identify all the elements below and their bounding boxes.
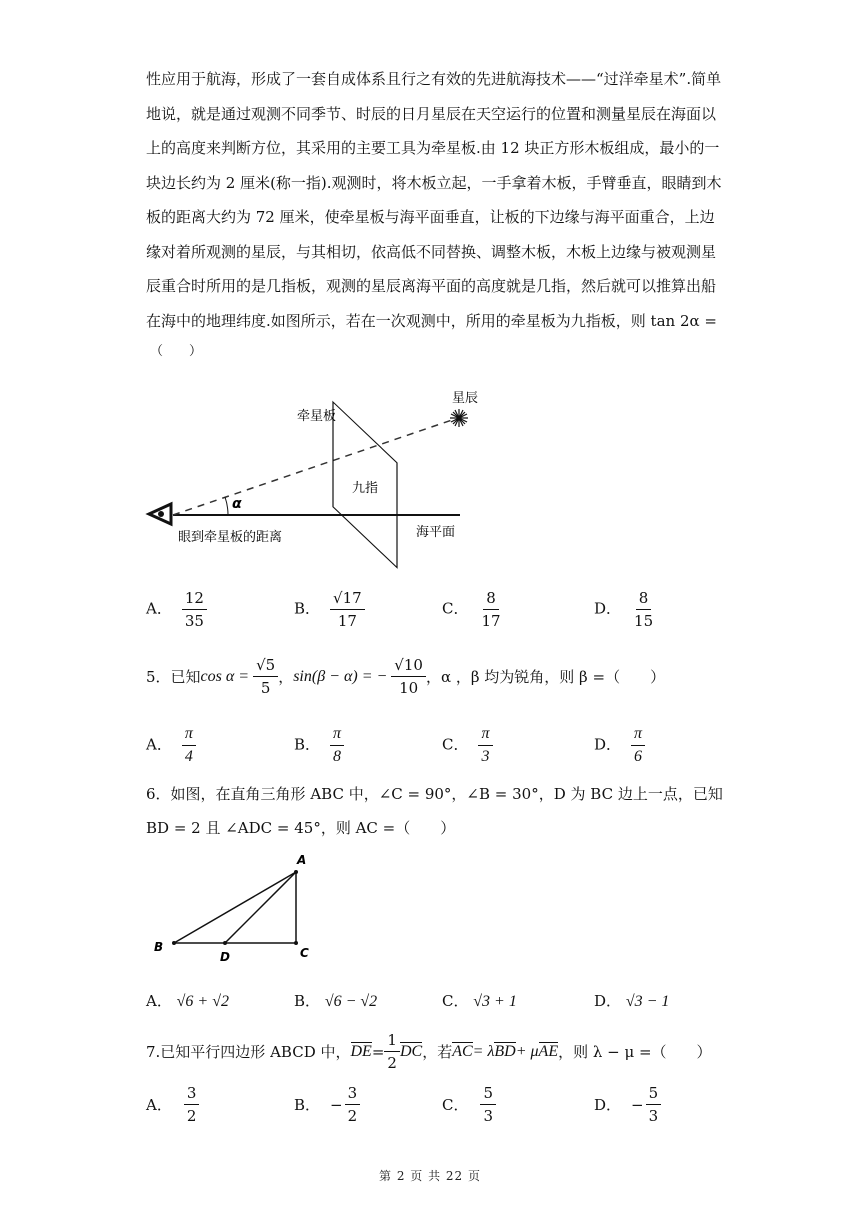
q5-option-a[interactable]: A． $\frac{\pi}{4}$ (146, 724, 196, 767)
intro-paragraph (146, 62, 721, 338)
triangle-figure (0, 850, 860, 970)
vector-ae: AE (538, 1043, 559, 1060)
q4-option-a[interactable]: A． $\frac{12}{35}$ (146, 588, 207, 631)
star-board-figure (0, 380, 860, 580)
alpha-arc (225, 497, 228, 515)
vector-ac: AC (452, 1043, 473, 1060)
nine-finger-label: 九指 (352, 481, 379, 496)
q6-option-a[interactable]: A． √6 + √2 (146, 992, 229, 1010)
eye-distance-label: 眼到牵星板的距离 (178, 530, 283, 545)
sea-level-label: 海平面 (416, 525, 456, 540)
intro-line: 上的高度来判断方位，其采用的主要工具为牵星板.由 12 块正方形木板组成，最小的一 (146, 139, 720, 157)
vertex-d: D (220, 950, 230, 964)
q5-option-c[interactable]: C． $\frac{\pi}{3}$ (442, 724, 493, 767)
intro-line: 在海中的地理纬度.如图所示，若在一次观测中，所用的牵星板为九指板，则 tan 2α = (146, 311, 717, 330)
question-6-line1: 6．如图，在直角三角形 ABC 中，∠C = 90°，∠B = 30°，D 为 BC 边上一点，已知 (146, 785, 723, 803)
q6-option-d[interactable]: D． √3 − 1 (594, 992, 670, 1010)
question-6-line2: BD = 2 且 ∠ADC = 45°，则 AC =（ ） (146, 819, 456, 837)
q4-option-b[interactable]: B． $\frac{√17}{17}$ (294, 588, 365, 631)
intro-line: 缘对着所观测的星辰，与其相切，依高低不同替换、调整木板，木板上边缘与被观测星 (146, 242, 717, 261)
vector-dc: DC (399, 1043, 423, 1060)
q7-option-a[interactable]: A． $\frac{3}{2}$ (146, 1083, 199, 1126)
page-footer: 第 2 页 共 22 页 (379, 1169, 481, 1183)
sight-line (173, 419, 455, 515)
q4-option-d[interactable]: D． $\frac{8}{15}$ (594, 589, 654, 630)
q7-option-b[interactable]: B． − $\frac{3}{2}$ (294, 1083, 360, 1126)
board-label: 牵星板 (297, 409, 337, 424)
q6-option-c[interactable]: C． √3 + 1 (442, 992, 517, 1010)
question-5: 5．已知 cos α = $\frac{√5}{5}$ ， sin(β − α) = − $\frac{√10}{10}$ ，α ，β 均为锐角，则 β =（ ） (146, 656, 666, 697)
intro-line: 块边长约为 2 厘米(称一指).观测时，将木板立起，一手拿着木板，手臂垂直，眼睛到木 (146, 173, 722, 192)
q7-option-c[interactable]: C． $\frac{5}{3}$ (442, 1083, 496, 1126)
answer-paren: （ ） (150, 344, 203, 359)
intro-line: 地说，就是通过观测不同季节、时辰的日月星辰在天空运行的位置和测量星辰在海面以 (146, 104, 717, 123)
vector-de: DE (350, 1043, 372, 1060)
q5-option-d[interactable]: D． $\frac{\pi}{6}$ (594, 724, 645, 767)
intro-line: 板的距离大约为 72 厘米，使牵星板与海平面垂直，让板的下边缘与海平面重合，上边 (146, 208, 715, 226)
star-label: 星辰 (452, 391, 479, 406)
q7-option-d[interactable]: D． − $\frac{5}{3}$ (594, 1083, 661, 1126)
intro-line: 辰重合时所用的是几指板，观测的星辰离海平面的高度就是几指，然后就可以推算出船 (146, 277, 717, 295)
question-7: 7.已知平行四边形 ABCD 中， DE = $\frac{1}{2}$ DC ，若 AC = λ BD + μ AE ，则 λ − μ =（ ） (146, 1031, 712, 1072)
vertex-b: B (154, 940, 164, 954)
star-icon (450, 409, 468, 427)
vector-bd: BD (494, 1043, 516, 1060)
q4-option-c[interactable]: C． $\frac{8}{17}$ (442, 589, 501, 630)
q6-option-b[interactable]: B． √6 − √2 (294, 992, 378, 1010)
vertex-c: C (300, 946, 309, 960)
alpha-label: α (232, 496, 242, 512)
q5-option-b[interactable]: B． $\frac{\pi}{8}$ (294, 724, 344, 767)
intro-line: 性应用于航海，形成了一套自成体系且行之有效的先进航海技术——“过洋牵星术”.简单 (146, 70, 722, 88)
eye-icon (149, 504, 171, 524)
vertex-a: A (297, 853, 307, 867)
